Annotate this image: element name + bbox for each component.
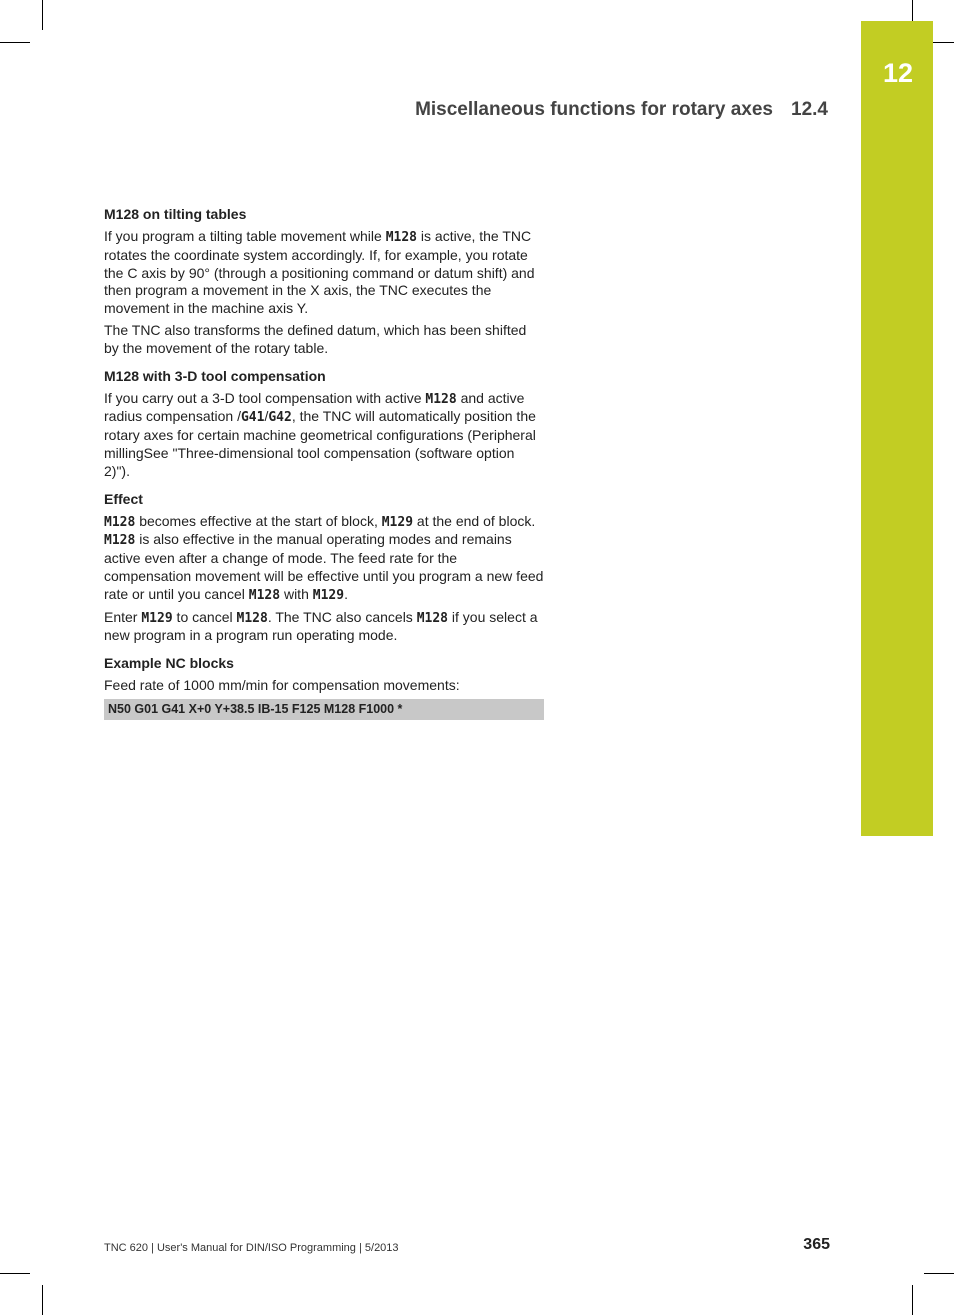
- code-term: M128: [104, 514, 136, 530]
- main-content: [104, 206, 544, 720]
- text-run: becomes effective at the start of block,: [135, 512, 382, 529]
- text-run: at the end of block.: [413, 512, 536, 529]
- text-run: .: [344, 585, 348, 602]
- text-run: . The TNC also cancels: [267, 608, 417, 625]
- running-header: [340, 99, 828, 121]
- paragraph: [104, 228, 544, 318]
- text-run: if you select a new program in a program run operating mode.: [104, 608, 538, 644]
- text-run: is also effective in the manual operating modes and remains active even after a change of mode. The feed rate for the compensation movement will be effective until you program a new feed rate or until you cancel: [104, 531, 544, 602]
- paragraph: [104, 513, 544, 605]
- crop-mark: [42, 1285, 43, 1315]
- text-run: to cancel: [172, 608, 237, 625]
- header-section: 12.4: [791, 99, 828, 120]
- header-title: Miscellaneous functions for rotary axes: [415, 99, 774, 120]
- nc-code-block: N50 G01 G41 X+0 Y+38.5 IB-15 F125 M128 F1000 *: [104, 699, 544, 720]
- text-run: /: [264, 408, 269, 425]
- crop-mark: [912, 0, 913, 22]
- page-number: 365: [803, 1236, 830, 1253]
- code-term: M129: [141, 610, 173, 626]
- text-run: and active radius compensation /: [104, 389, 525, 425]
- text-run: with: [280, 585, 313, 602]
- text-run: If you program a tilting table movement while: [104, 228, 386, 244]
- paragraph: [104, 390, 544, 481]
- crop-mark: [924, 1273, 954, 1274]
- section-heading: M128 on tilting tables: [104, 206, 247, 222]
- text-run: is active, the TNC rotates the coordinate system accordingly. If, for example, you rotate the C axis by 90° (through a positioning command or datum shift) and then program a movement in the X axis, the TNC executes the movement in the machine axis Y.: [104, 228, 535, 317]
- section-heading: M128 with 3-D tool compensation: [104, 367, 326, 384]
- crop-mark: [42, 0, 43, 30]
- code-term: M128: [248, 587, 281, 603]
- code-term: M129: [312, 587, 345, 603]
- paragraph: Feed rate of 1000 mm/min for compensation movements:: [104, 677, 460, 694]
- crop-mark: [912, 1285, 913, 1315]
- section-heading: Effect: [104, 490, 143, 507]
- code-term: M128: [425, 391, 457, 407]
- paragraph: [104, 609, 544, 646]
- code-term: M129: [381, 514, 414, 530]
- text-run: , the TNC will automatically position the rotary axes for certain machine geometrical configurations (Peripheral millingSee "Three-dimensional tool compensation (software option 2)").: [104, 408, 536, 479]
- code-term: M128: [236, 610, 268, 626]
- code-term: M128: [104, 533, 136, 549]
- text-run: Enter: [104, 608, 142, 625]
- chapter-number: 12: [882, 58, 913, 88]
- chapter-tab: [861, 21, 933, 836]
- paragraph: The TNC also transforms the defined datum, which has been shifted by the movement of the rotary table.: [104, 321, 527, 356]
- text-run: If you carry out a 3-D tool compensation with active: [104, 389, 426, 406]
- crop-mark: [0, 42, 30, 43]
- footer-text: TNC 620 | User's Manual for DIN/ISO Programming | 5/2013: [104, 1242, 399, 1254]
- code-term: M128: [385, 230, 418, 245]
- code-term: G41: [240, 410, 265, 426]
- crop-mark: [0, 1273, 30, 1274]
- section-heading: Example NC blocks: [104, 655, 234, 672]
- code-term: G42: [268, 410, 292, 426]
- code-term: M128: [416, 610, 449, 626]
